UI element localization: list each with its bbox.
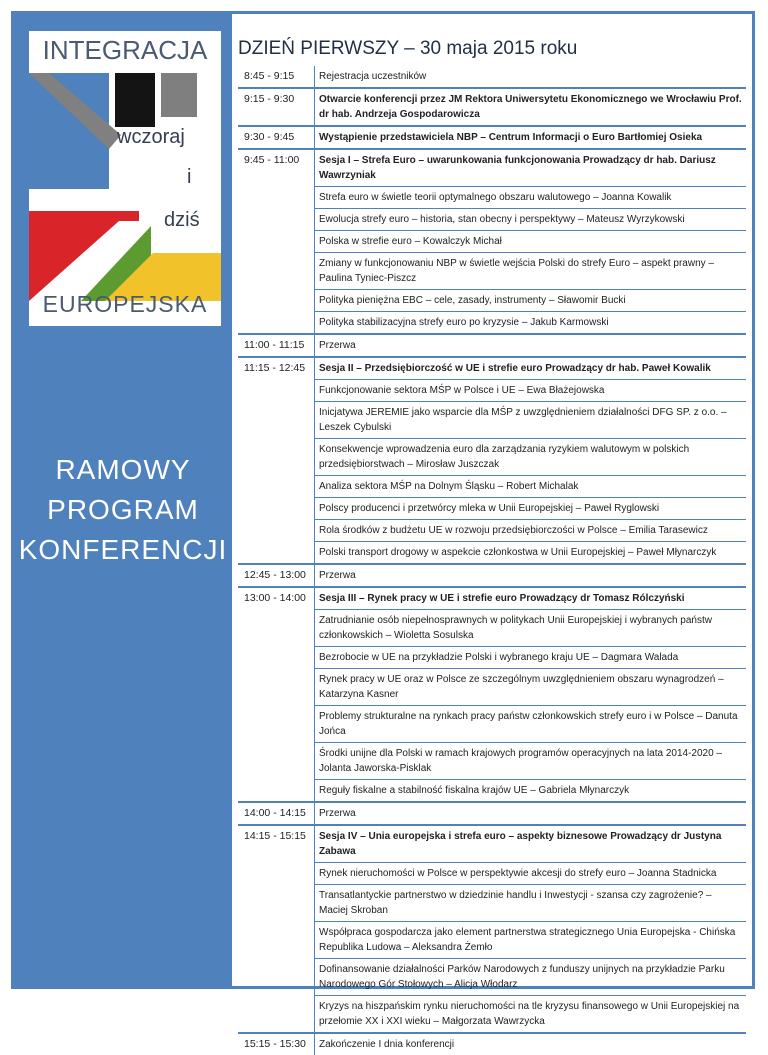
schedule-entry: Bezrobocie w UE na przykładzie Polski i wybranego kraju UE – Dagmara Walada [314, 646, 746, 668]
logo-bottom-word: EUROPEJSKA [42, 291, 208, 317]
schedule-entry: Zakończenie I dnia konferencji [314, 1034, 746, 1055]
schedule-row [238, 563, 746, 586]
schedule-time: 12:45 - 13:00 [244, 569, 306, 581]
schedule-entries [314, 588, 746, 801]
schedule-time: 14:00 - 14:15 [244, 807, 306, 819]
schedule-entries [314, 66, 746, 87]
schedule-entries [314, 358, 746, 563]
schedule-entry: Konsekwencje wprowadzenia euro dla zarządzania ryzykiem walutowym w polskich przedsiębiorstwach – Mirosław Juszczak [314, 438, 746, 475]
schedule-entry: Współpraca gospodarcza jako element partnerstwa strategicznego Unia Europejska - Chińska Republika Ludowa – Aleksandra Żemło [314, 921, 746, 958]
logo-top-word: INTEGRACJA [42, 35, 208, 65]
schedule-entry: Transatlantyckie partnerstwo w dziedzinie handlu i Inwestycji - szansa czy zagrożenie? – Maciej Skroban [314, 884, 746, 921]
logo-word-dzis: dziś [164, 209, 200, 231]
program-title-line: KONFERENCJI [18, 534, 228, 565]
schedule-entry: Rynek nieruchomości w Polsce w perspektywie akcesji do strefy euro – Joanna Stadnicka [314, 862, 746, 884]
logo-word-wczoraj: wczoraj [117, 126, 185, 148]
program-title-line: PROGRAM [47, 494, 199, 525]
schedule-entry: Rejestracja uczestników [314, 66, 746, 87]
schedule-time: 14:15 - 15:15 [244, 830, 306, 842]
schedule-entry: Polski transport drogowy w aspekcie członkostwa w Unii Europejskiej – Paweł Młynarczyk [314, 541, 746, 563]
day-title: DZIEŃ PIERWSZY – 30 maja 2015 roku [238, 38, 578, 59]
session-heading: Sesja II – Przedsiębiorczość w UE i strefie euro Prowadzący dr hab. Paweł Kowalik [314, 358, 746, 379]
schedule-time: 13:00 - 14:00 [244, 592, 306, 604]
schedule-row [238, 824, 746, 1032]
schedule-row [238, 1032, 746, 1055]
schedule-row [238, 333, 746, 356]
schedule-entries [314, 803, 746, 824]
schedule-entry: Rola środków z budżetu UE w rozwoju przedsiębiorczości w Polsce – Emilia Tarasewicz [314, 519, 746, 541]
program-title-line: RAMOWY [55, 454, 191, 485]
schedule-row [238, 148, 746, 333]
schedule-entries [314, 565, 746, 586]
schedule-entries [314, 127, 746, 148]
schedule-entry: Środki unijne dla Polski w ramach krajowych programów operacyjnych na lata 2014-2020 – Jolanta Jaworska-Pisklak [314, 742, 746, 779]
logo-word-i: i [187, 166, 192, 188]
schedule-time: 15:15 - 15:30 [244, 1038, 306, 1050]
schedule-row [238, 66, 746, 87]
schedule-entry: Ewolucja strefy euro – historia, stan obecny i perspektywy – Mateusz Wyrzykowski [314, 208, 746, 230]
schedule-time: 11:00 - 11:15 [244, 339, 305, 351]
schedule-row [238, 356, 746, 563]
schedule-entry: Funkcjonowanie sektora MŚP w Polsce i UE – Ewa Błażejowska [314, 379, 746, 401]
session-heading: Sesja III – Rynek pracy w UE i strefie euro Prowadzący dr Tomasz Rólczyński [314, 588, 746, 609]
schedule-entry: Kryzys na hiszpańskim rynku nieruchomości na tle kryzysu finansowego w Unii Europejskiej na przełomie XX i XXI wieku – Małgorzata Wawrzycka [314, 995, 746, 1032]
schedule-entry: Polscy producenci i przetwórcy mleka w Unii Europejskiej – Paweł Ryglowski [314, 497, 746, 519]
session-heading: Sesja I – Strefa Euro – uwarunkowania funkcjonowania Prowadzący dr hab. Dariusz Wawrzyniak [314, 150, 746, 186]
schedule-time: 9:45 - 11:00 [244, 154, 300, 166]
conference-logo [29, 31, 221, 326]
program-title [14, 450, 232, 570]
schedule-time: 9:15 - 9:30 [244, 93, 295, 105]
schedule-entry: Problemy strukturalne na rynkach pracy państw członkowskich strefy euro i w Polsce – Danuta Jońca [314, 705, 746, 742]
schedule-entry: Reguły fiskalne a stabilność fiskalna krajów UE – Gabriela Młynarczyk [314, 779, 746, 801]
schedule-entry: Przerwa [314, 565, 746, 586]
schedule-row [238, 586, 746, 801]
schedule-entries [314, 150, 746, 333]
schedule-entry: Polska w strefie euro – Kowalczyk Michał [314, 230, 746, 252]
schedule-entry: Polityka pieniężna EBC – cele, zasady, instrumenty – Sławomir Bucki [314, 289, 746, 311]
session-heading: Otwarcie konferencji przez JM Rektora Uniwersytetu Ekonomicznego we Wrocławiu Prof. dr hab. Andrzeja Gospodarowicza [314, 89, 746, 125]
schedule-table [238, 66, 746, 1055]
schedule-time: 11:15 - 12:45 [244, 362, 306, 374]
schedule-entry: Przerwa [314, 335, 746, 356]
schedule-time: 8:45 - 9:15 [244, 70, 295, 82]
session-heading: Wystąpienie przedstawiciela NBP – Centrum Informacji o Euro Bartłomiej Osieka [314, 127, 746, 148]
schedule-entries [314, 335, 746, 356]
schedule-entries [314, 1034, 746, 1055]
logo-graphic [29, 31, 221, 326]
schedule-entry: Strefa euro w świetle teorii optymalnego obszaru walutowego – Joanna Kowalik [314, 186, 746, 208]
schedule-entry: Przerwa [314, 803, 746, 824]
logo-gray-square [161, 73, 197, 117]
schedule-entries [314, 89, 746, 125]
schedule-entry: Zmiany w funkcjonowaniu NBP w świetle wejścia Polski do strefy Euro – aspekt prawny – Paulina Tyniec-Piszcz [314, 252, 746, 289]
schedule-entry: Analiza sektora MŚP na Dolnym Śląsku – Robert Michalak [314, 475, 746, 497]
schedule-entries [314, 826, 746, 1032]
schedule-row [238, 125, 746, 148]
schedule-entry: Polityka stabilizacyjna strefy euro po kryzysie – Jakub Karmowski [314, 311, 746, 333]
logo-black-square [115, 73, 155, 127]
schedule-entry: Inicjatywa JEREMIE jako wsparcie dla MŚP z uwzględnieniem działalności DFG SP. z o.o. – Leszek Cybulski [314, 401, 746, 438]
schedule-entry: Dofinansowanie działalności Parków Narodowych z funduszy unijnych na przykładzie Parku Narodowego Gór Stołowych – Alicja Włodarz [314, 958, 746, 995]
schedule-entry: Rynek pracy w UE oraz w Polsce ze szczególnym uwzględnieniem obszaru wynagrodzeń – Katarzyna Kasner [314, 668, 746, 705]
schedule-entry: Zatrudnianie osób niepełnosprawnych w politykach Unii Europejskiej i wybranych państw członkowskich – Wioletta Sosulska [314, 609, 746, 646]
schedule-time: 9:30 - 9:45 [244, 131, 295, 143]
session-heading: Sesja IV – Unia europejska i strefa euro – aspekty biznesowe Prowadzący dr Justyna Zabawa [314, 826, 746, 862]
schedule-row [238, 801, 746, 824]
schedule-row [238, 87, 746, 125]
